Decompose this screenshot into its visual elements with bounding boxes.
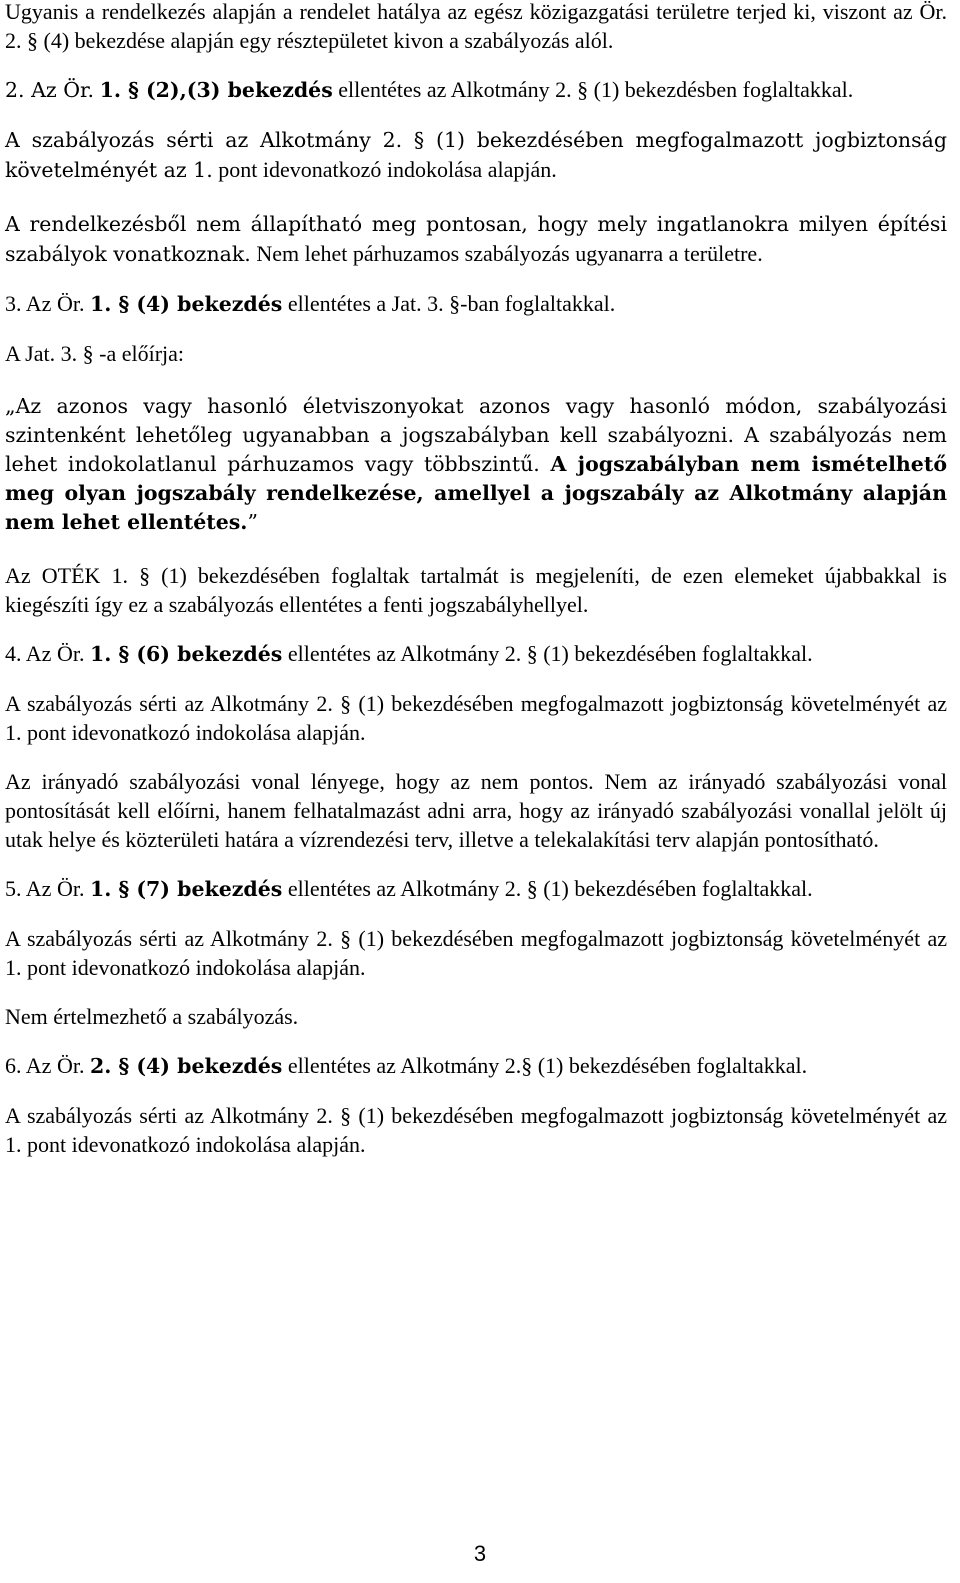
section-5-bold: 1. § (7) bekezdés <box>89 877 283 901</box>
section-2-suffix: ellentétes az Alkotmány 2. § (1) bekezdésben foglaltakkal. <box>338 77 854 102</box>
section-3-heading <box>5 289 947 319</box>
section-3-suffix: ellentétes a Jat. 3. §-ban foglaltakkal. <box>287 291 616 316</box>
section-2-bold: 1. § (2),(3) bekezdés <box>99 78 333 102</box>
jat-intro: A Jat. 3. § -a előírja: <box>5 341 185 366</box>
section-2-violation <box>5 125 947 185</box>
section-4-suffix: ellentétes az Alkotmány 2. § (1) bekezdésében foglaltakkal. <box>287 641 813 666</box>
section-2-reason-serif: Nem lehet párhuzamos szabályozás ugyanarra a területre. <box>256 241 763 266</box>
jat-quote-bold: A jogszabályban nem ismételhető meg olyan jogszabály rendelkezése, amellyel a jogszabály az Alkotmány alapján nem lehet ellentétes. <box>5 452 947 534</box>
page-number: 3 <box>473 1541 487 1566</box>
section-5-suffix: ellentétes az Alkotmány 2. § (1) bekezdésében foglaltakkal. <box>287 876 813 901</box>
section-2-prefix: 2. Az Ör. <box>5 78 95 102</box>
section-5-prefix: 5. Az Ör. <box>5 876 85 901</box>
section-2-violation-slab: A szabályozás sérti az Alkotmány 2. § (1) bekezdésében megfogalmazott jogbiztonság követelményét az 1. <box>5 128 947 182</box>
section-6-suffix: ellentétes az Alkotmány 2.§ (1) bekezdésében foglaltakkal. <box>287 1053 808 1078</box>
section-2-violation-serif: pont idevonatkozó indokolása alapján. <box>218 157 557 182</box>
section-4-violation: A szabályozás sérti az Alkotmány 2. § (1) bekezdésében megfogalmazott jogbiztonság követelményét az 1. pont idevonatkozó indokolása alapján. <box>5 691 947 745</box>
section-4-reason: Az irányadó szabályozási vonal lényege, hogy az nem pontos. Nem az irányadó szabályozási vonal pontosítását kell előírni, hanem felhatalmazást adni arra, hogy az irányadó szabályozási vonallal jelölt új utak helye és közterületi határa a vízrendezési terv, illetve a telekalakítási terv alapján pontosítható. <box>5 769 947 852</box>
section-2-heading <box>5 75 947 105</box>
otek-paragraph: Az OTÉK 1. § (1) bekezdésében foglaltak tartalmát is megjeleníti, de ezen elemeket újabbakkal is kiegészíti így ez a szabályozás ellentétes a fenti jogszabályhellyel. <box>5 563 947 617</box>
jat-quote-plain: „Az azonos vagy hasonló életviszonyokat azonos vagy hasonló módon, szabályozási szintenként lehetőleg ugyanabban a jogszabályban kell szabályozni. A szabályozás nem lehet indokolatlanul párhuzamos vagy többszintű. <box>5 394 947 476</box>
section-6-violation: A szabályozás sérti az Alkotmány 2. § (1) bekezdésében megfogalmazott jogbiztonság követelményét az 1. pont idevonatkozó indokolása alapján. <box>5 1103 947 1157</box>
section-5-reason: Nem értelmezhető a szabályozás. <box>5 1004 299 1029</box>
section-2-reason <box>5 209 947 269</box>
section-5-violation: A szabályozás sérti az Alkotmány 2. § (1) bekezdésében megfogalmazott jogbiztonság követelményét az 1. pont idevonatkozó indokolása alapján. <box>5 926 947 980</box>
section-3-prefix: 3. Az Ör. <box>5 291 85 316</box>
section-6-heading <box>5 1051 947 1081</box>
jat-quote-close: ” <box>247 510 258 534</box>
section-2-reason-slab: A rendelkezésből nem állapítható meg pontosan, hogy mely ingatlanokra milyen építési szabályok vonatkoznak. <box>5 212 947 266</box>
section-3-bold: 1. § (4) bekezdés <box>89 292 283 316</box>
section-4-prefix: 4. Az Ör. <box>5 641 85 666</box>
section-6-bold: 2. § (4) bekezdés <box>89 1054 283 1078</box>
jat-quote <box>5 392 947 537</box>
document-page <box>5 0 947 1159</box>
section-6-prefix: 6. Az Ör. <box>5 1053 85 1078</box>
section-5-heading <box>5 874 947 904</box>
section-4-heading <box>5 639 947 669</box>
paragraph-scope: Ugyanis a rendelkezés alapján a rendelet hatálya az egész közigazgatási területre terjed ki, viszont az Ör. 2. § (4) bekezdése alapján egy résztерületet kivon a szabályozás alól. <box>5 0 947 53</box>
section-4-bold: 1. § (6) bekezdés <box>89 642 283 666</box>
